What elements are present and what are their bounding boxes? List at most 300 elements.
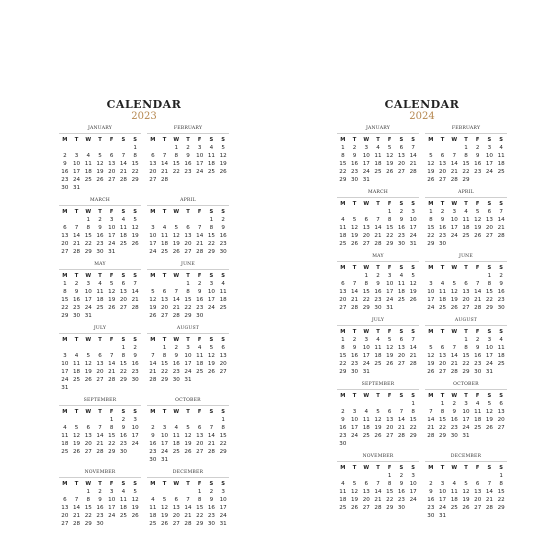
day-cell: 22 xyxy=(439,425,447,431)
day-cell: 26 xyxy=(427,369,435,375)
day-cell: 26 xyxy=(172,249,180,255)
day-cell: 28 xyxy=(351,305,359,311)
day-cell: 6 xyxy=(364,481,369,487)
day-cell: 9 xyxy=(352,345,357,351)
month-name: NOVEMBER xyxy=(59,470,141,478)
day-cell: 5 xyxy=(352,481,357,487)
day-cell: 23 xyxy=(439,233,447,239)
day-cell: 1 xyxy=(162,345,167,351)
day-cell: 18 xyxy=(219,297,227,303)
day-cell: 1 xyxy=(440,401,445,407)
day-cell: 12 xyxy=(108,289,116,295)
empty-cell xyxy=(147,144,159,152)
empty-cell xyxy=(147,216,159,224)
weekday-label: S xyxy=(487,201,492,207)
weekday-label: M xyxy=(62,481,68,487)
weekday-label: T xyxy=(352,329,357,335)
day-cell: 4 xyxy=(209,145,214,151)
weekday-label: T xyxy=(186,137,190,143)
day-cell: 4 xyxy=(197,345,202,351)
day-cell: 17 xyxy=(427,297,435,303)
day-cell: 4 xyxy=(399,273,404,279)
day-cell: 24 xyxy=(362,361,370,367)
day-cell: 29 xyxy=(219,449,227,455)
day-cell: 17 xyxy=(409,225,417,231)
day-cell: 29 xyxy=(108,449,116,455)
day-cell: 8 xyxy=(221,425,225,431)
day-cell: 5 xyxy=(74,425,79,431)
weekday-label: S xyxy=(411,465,416,471)
day-cell: 9 xyxy=(98,497,102,503)
day-cell: 26 xyxy=(161,521,169,527)
day-cell: 12 xyxy=(427,161,435,167)
day-cell: 23 xyxy=(427,505,435,511)
day-cell: 16 xyxy=(149,441,157,447)
day-cell: 7 xyxy=(411,337,415,343)
day-cell: 9 xyxy=(499,281,503,287)
day-cell: 26 xyxy=(409,297,417,303)
day-cell: 25 xyxy=(450,505,458,511)
month-block xyxy=(59,126,141,192)
weekday-label: F xyxy=(475,393,480,399)
day-cell: 6 xyxy=(475,481,480,487)
month-block xyxy=(425,254,507,312)
day-cell: 21 xyxy=(351,297,359,303)
day-cell: 25 xyxy=(374,169,382,175)
month-day-grid xyxy=(147,272,229,320)
day-cell: 12 xyxy=(462,489,470,495)
weekday-label: T xyxy=(352,137,357,143)
day-cell: 26 xyxy=(184,449,192,455)
weekday-label: W xyxy=(85,209,92,215)
day-cell: 28 xyxy=(96,449,104,455)
day-cell: 14 xyxy=(409,345,417,351)
day-cell: 18 xyxy=(374,353,382,359)
empty-cell xyxy=(437,336,449,344)
day-cell: 14 xyxy=(73,505,81,511)
month-day-grid xyxy=(337,328,419,376)
day-cell: 15 xyxy=(462,353,470,359)
day-cell: 7 xyxy=(399,409,404,415)
day-cell: 10 xyxy=(485,153,493,159)
day-cell: 10 xyxy=(351,417,359,423)
day-cell: 12 xyxy=(474,217,482,223)
empty-cell xyxy=(448,144,460,152)
day-cell: 15 xyxy=(196,505,204,511)
day-cell: 20 xyxy=(219,361,227,367)
empty-cell xyxy=(337,208,349,216)
day-cell: 23 xyxy=(374,297,382,303)
day-cell: 26 xyxy=(351,241,359,247)
weekday-label: S xyxy=(221,481,226,487)
weekday-label: M xyxy=(62,137,68,143)
weekday-label: T xyxy=(74,209,79,215)
month-day-grid xyxy=(425,392,507,440)
day-cell: 5 xyxy=(162,497,167,503)
month-name: JANUARY xyxy=(337,126,419,134)
empty-cell xyxy=(360,472,372,480)
weekday-label: M xyxy=(340,393,346,399)
day-cell: 22 xyxy=(84,513,92,519)
empty-cell xyxy=(170,416,182,424)
month-block xyxy=(425,126,507,184)
weekday-label: S xyxy=(399,393,404,399)
day-cell: 17 xyxy=(450,225,458,231)
day-cell: 27 xyxy=(172,521,180,527)
day-cell: 1 xyxy=(197,489,202,495)
day-cell: 17 xyxy=(485,161,493,167)
day-cell: 9 xyxy=(174,353,179,359)
day-cell: 30 xyxy=(149,457,157,463)
day-cell: 8 xyxy=(464,345,468,351)
day-cell: 26 xyxy=(207,369,215,375)
day-cell: 28 xyxy=(131,305,139,311)
weekday-label: T xyxy=(162,209,167,215)
weekday-label: M xyxy=(428,265,434,271)
month-block xyxy=(337,318,419,376)
day-cell: 14 xyxy=(374,489,382,495)
day-cell: 7 xyxy=(197,225,202,231)
empty-cell xyxy=(437,144,449,152)
day-cell: 18 xyxy=(119,505,127,511)
day-cell: 11 xyxy=(219,289,227,295)
weekday-label: F xyxy=(109,137,114,143)
day-cell: 24 xyxy=(84,305,92,311)
day-cell: 23 xyxy=(172,369,180,375)
day-cell: 6 xyxy=(487,209,492,215)
day-cell: 19 xyxy=(351,233,359,239)
day-cell: 27 xyxy=(462,305,470,311)
day-cell: 2 xyxy=(499,273,503,279)
day-cell: 12 xyxy=(184,433,192,439)
day-cell: 16 xyxy=(374,289,382,295)
empty-cell xyxy=(372,208,384,216)
day-cell: 17 xyxy=(196,161,204,167)
day-cell: 5 xyxy=(387,337,392,343)
day-cell: 7 xyxy=(487,481,492,487)
weekday-label: W xyxy=(173,409,180,415)
day-cell: 9 xyxy=(221,225,225,231)
day-cell: 22 xyxy=(462,361,470,367)
empty-cell xyxy=(206,416,218,424)
weekday-label: S xyxy=(209,209,214,215)
weekday-label: M xyxy=(428,137,434,143)
empty-cell xyxy=(182,488,194,496)
day-cell: 20 xyxy=(61,241,69,247)
day-cell: 18 xyxy=(462,225,470,231)
day-cell: 14 xyxy=(161,161,169,167)
day-cell: 17 xyxy=(462,417,470,423)
day-cell: 18 xyxy=(450,497,458,503)
day-cell: 17 xyxy=(108,233,116,239)
day-cell: 22 xyxy=(339,361,347,367)
day-cell: 10 xyxy=(362,345,370,351)
day-cell: 7 xyxy=(151,353,155,359)
weekday-label: M xyxy=(150,409,156,415)
day-cell: 7 xyxy=(121,153,126,159)
day-cell: 3 xyxy=(452,209,457,215)
day-cell: 12 xyxy=(409,281,417,287)
empty-cell xyxy=(94,144,106,152)
day-cell: 17 xyxy=(161,441,169,447)
day-cell: 2 xyxy=(197,281,202,287)
month-name: MAY xyxy=(337,254,419,262)
day-cell: 4 xyxy=(74,353,79,359)
day-cell: 16 xyxy=(119,433,127,439)
day-cell: 5 xyxy=(452,281,457,287)
weekday-label: S xyxy=(133,409,138,415)
day-cell: 25 xyxy=(149,521,157,527)
month-day-grid xyxy=(59,336,141,392)
day-cell: 14 xyxy=(450,353,458,359)
day-cell: 27 xyxy=(386,433,394,439)
day-cell: 3 xyxy=(151,225,155,231)
day-cell: 23 xyxy=(474,169,482,175)
day-cell: 21 xyxy=(374,233,382,239)
day-cell: 20 xyxy=(96,369,104,375)
day-cell: 1 xyxy=(133,145,137,151)
day-cell: 3 xyxy=(109,489,114,495)
day-cell: 12 xyxy=(219,153,227,159)
month-block xyxy=(59,398,141,464)
month-day-grid xyxy=(425,200,507,248)
empty-cell xyxy=(194,416,206,424)
weekday-label: T xyxy=(98,273,102,279)
weekday-label: T xyxy=(74,337,79,343)
weekday-label: T xyxy=(98,409,102,415)
month-day-grid xyxy=(425,328,507,376)
day-cell: 28 xyxy=(149,377,157,383)
day-cell: 30 xyxy=(427,513,435,519)
month-block xyxy=(337,190,419,248)
day-cell: 7 xyxy=(475,281,480,287)
day-cell: 13 xyxy=(108,161,116,167)
day-cell: 12 xyxy=(427,353,435,359)
day-cell: 4 xyxy=(499,337,503,343)
weekday-label: T xyxy=(376,393,380,399)
day-cell: 19 xyxy=(131,505,139,511)
weekday-label: S xyxy=(499,265,504,271)
weekday-label: F xyxy=(475,265,480,271)
day-cell: 9 xyxy=(376,281,380,287)
day-cell: 13 xyxy=(339,289,347,295)
month-block xyxy=(59,198,141,256)
day-cell: 18 xyxy=(439,297,447,303)
weekday-label: W xyxy=(451,265,458,271)
day-cell: 9 xyxy=(98,225,102,231)
weekday-label: M xyxy=(150,209,156,215)
day-cell: 15 xyxy=(131,161,139,167)
day-cell: 20 xyxy=(397,353,405,359)
weekday-label: T xyxy=(376,329,380,335)
day-cell: 21 xyxy=(96,441,104,447)
day-cell: 16 xyxy=(397,225,405,231)
day-cell: 5 xyxy=(376,409,380,415)
empty-cell xyxy=(372,400,384,408)
weekday-label: M xyxy=(340,265,346,271)
day-cell: 15 xyxy=(108,433,116,439)
day-cell: 2 xyxy=(98,217,102,223)
day-cell: 5 xyxy=(174,225,179,231)
day-cell: 28 xyxy=(450,177,458,183)
day-cell: 20 xyxy=(172,513,180,519)
day-cell: 7 xyxy=(209,425,214,431)
day-cell: 13 xyxy=(386,417,394,423)
day-cell: 27 xyxy=(119,305,127,311)
day-cell: 22 xyxy=(172,169,180,175)
day-cell: 3 xyxy=(86,281,91,287)
day-cell: 26 xyxy=(149,313,157,319)
day-cell: 30 xyxy=(96,521,104,527)
day-cell: 11 xyxy=(61,433,69,439)
day-cell: 7 xyxy=(429,409,433,415)
day-cell: 15 xyxy=(439,417,447,423)
day-cell: 6 xyxy=(63,497,67,503)
day-cell: 5 xyxy=(387,145,392,151)
day-cell: 9 xyxy=(133,353,137,359)
month-block xyxy=(337,454,419,520)
day-cell: 20 xyxy=(61,513,69,519)
weekday-label: M xyxy=(428,393,434,399)
weekday-label: T xyxy=(98,481,102,487)
weekday-label: T xyxy=(464,137,468,143)
day-cell: 30 xyxy=(439,241,447,247)
weekday-label: W xyxy=(85,481,92,487)
day-cell: 15 xyxy=(386,225,394,231)
day-cell: 29 xyxy=(386,505,394,511)
empty-cell xyxy=(448,336,460,344)
day-cell: 26 xyxy=(474,233,482,239)
day-cell: 7 xyxy=(109,353,114,359)
day-cell: 27 xyxy=(149,177,157,183)
empty-cell xyxy=(71,144,83,152)
day-cell: 4 xyxy=(341,481,345,487)
weekday-label: M xyxy=(340,137,346,143)
day-cell: 21 xyxy=(73,241,81,247)
day-cell: 18 xyxy=(96,297,104,303)
weekday-label: W xyxy=(85,137,92,143)
day-cell: 13 xyxy=(84,433,92,439)
weekday-label: T xyxy=(186,481,190,487)
weekday-label: S xyxy=(133,481,138,487)
weekday-label: S xyxy=(499,201,504,207)
day-cell: 25 xyxy=(73,377,81,383)
day-cell: 6 xyxy=(387,409,392,415)
day-cell: 7 xyxy=(452,345,457,351)
day-cell: 28 xyxy=(184,521,192,527)
weekday-label: F xyxy=(109,273,114,279)
day-cell: 8 xyxy=(109,425,114,431)
weekday-label: M xyxy=(62,273,68,279)
day-cell: 1 xyxy=(63,281,67,287)
day-cell: 30 xyxy=(207,521,215,527)
empty-cell xyxy=(460,472,472,480)
day-cell: 1 xyxy=(464,337,468,343)
day-cell: 15 xyxy=(61,297,69,303)
month-block xyxy=(425,318,507,376)
weekday-label: S xyxy=(221,337,226,343)
weekday-label: S xyxy=(487,137,492,143)
day-cell: 2 xyxy=(352,145,357,151)
weekday-label: T xyxy=(440,201,445,207)
day-cell: 25 xyxy=(119,241,127,247)
day-cell: 13 xyxy=(462,289,470,295)
day-cell: 28 xyxy=(409,169,417,175)
day-cell: 8 xyxy=(364,281,369,287)
day-cell: 2 xyxy=(209,489,214,495)
month-day-grid xyxy=(337,200,419,248)
day-cell: 23 xyxy=(73,305,81,311)
weekday-label: T xyxy=(440,329,445,335)
day-cell: 30 xyxy=(374,305,382,311)
empty-cell xyxy=(425,144,437,152)
day-cell: 9 xyxy=(452,409,457,415)
day-cell: 27 xyxy=(196,449,204,455)
day-cell: 11 xyxy=(96,289,104,295)
day-cell: 23 xyxy=(450,425,458,431)
day-cell: 25 xyxy=(207,169,215,175)
weekday-label: S xyxy=(499,465,504,471)
weekday-label: M xyxy=(428,329,434,335)
weekday-label: S xyxy=(411,201,416,207)
calendar-header xyxy=(59,98,229,122)
day-cell: 11 xyxy=(497,345,505,351)
day-cell: 10 xyxy=(184,353,192,359)
day-cell: 13 xyxy=(172,505,180,511)
weekday-label: T xyxy=(464,201,468,207)
weekday-label: F xyxy=(387,329,392,335)
weekday-label: S xyxy=(121,273,126,279)
day-cell: 6 xyxy=(440,153,445,159)
day-cell: 21 xyxy=(73,513,81,519)
day-cell: 28 xyxy=(397,433,405,439)
weekday-label: T xyxy=(440,265,445,271)
weekday-label: T xyxy=(440,137,445,143)
weekday-label: T xyxy=(74,273,79,279)
day-cell: 27 xyxy=(108,177,116,183)
day-cell: 16 xyxy=(351,161,359,167)
day-cell: 3 xyxy=(209,281,214,287)
day-cell: 5 xyxy=(186,425,190,431)
weekday-label: W xyxy=(451,329,458,335)
day-cell: 8 xyxy=(209,225,214,231)
day-cell: 17 xyxy=(485,353,493,359)
day-cell: 22 xyxy=(184,305,192,311)
empty-cell xyxy=(170,216,182,224)
day-cell: 8 xyxy=(133,153,137,159)
empty-cell xyxy=(82,344,94,352)
month-name: JANUARY xyxy=(59,126,141,134)
day-cell: 1 xyxy=(499,473,503,479)
empty-cell xyxy=(472,472,484,480)
day-cell: 12 xyxy=(96,161,104,167)
day-cell: 6 xyxy=(221,345,225,351)
weekday-label: S xyxy=(209,273,214,279)
day-cell: 8 xyxy=(440,409,445,415)
day-cell: 3 xyxy=(109,217,114,223)
month-day-grid xyxy=(59,408,141,456)
weekday-label: T xyxy=(186,209,190,215)
day-cell: 22 xyxy=(119,369,127,375)
day-cell: 29 xyxy=(184,313,192,319)
month-block xyxy=(59,470,141,528)
weekday-label: F xyxy=(197,209,202,215)
day-cell: 10 xyxy=(149,233,157,239)
month-name: DECEMBER xyxy=(147,470,229,478)
day-cell: 9 xyxy=(63,161,67,167)
day-cell: 6 xyxy=(109,153,114,159)
day-cell: 11 xyxy=(119,225,127,231)
